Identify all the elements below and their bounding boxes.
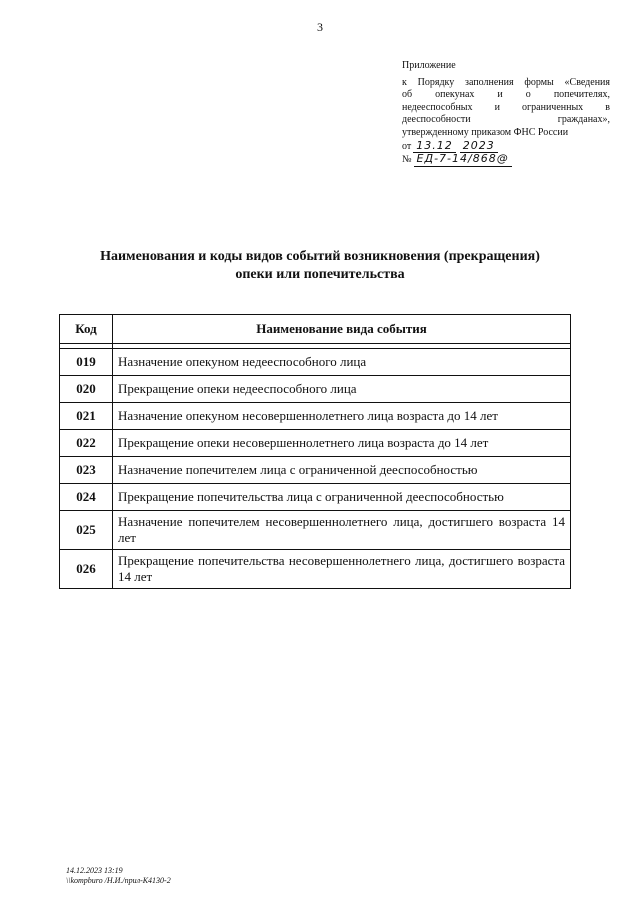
table-row — [60, 457, 571, 484]
event-name: Прекращение опеки недееспособного лица — [113, 376, 571, 403]
handwritten-year: 2023 — [460, 140, 498, 154]
appendix-title: Приложение — [402, 60, 456, 71]
table-row — [60, 376, 571, 403]
handwritten-date: 13.12 — [413, 140, 456, 154]
document-heading — [60, 248, 580, 284]
event-name: Назначение опекуном недееспособного лица — [113, 349, 571, 376]
page-number: 3 — [317, 20, 323, 34]
print-file-path: \\kompburo /Н.И./прил-К4130-2 — [66, 876, 171, 885]
event-name: Назначение опекуном несовершеннолетнего лица возраста до 14 лет — [113, 403, 571, 430]
order-number-line — [402, 153, 610, 167]
table-row — [60, 511, 571, 550]
table-row — [60, 484, 571, 511]
event-code: 021 — [60, 403, 113, 430]
event-name: Прекращение опеки несовершеннолетнего лица возраста до 14 лет — [113, 430, 571, 457]
heading-line: опеки или попечительства — [235, 267, 405, 282]
column-header-code: Код — [60, 315, 113, 344]
event-code: 023 — [60, 457, 113, 484]
print-timestamp: 14.12.2023 13:19 — [66, 866, 123, 875]
order-date-line — [402, 140, 610, 154]
event-codes-table — [59, 314, 571, 589]
date-prefix: от — [402, 140, 412, 152]
heading-line: Наименования и коды видов событий возникновения (прекращения) — [100, 249, 540, 264]
event-code: 024 — [60, 484, 113, 511]
print-footer — [66, 866, 171, 886]
event-code: 025 — [60, 511, 113, 550]
handwritten-order-number: ЕД-7-14/868@ — [414, 153, 512, 167]
appendix-line: дееспособности гражданах», — [402, 114, 610, 126]
event-name: Назначение попечителем лица с ограниченной дееспособностью — [113, 457, 571, 484]
table-row — [60, 550, 571, 589]
table-row — [60, 349, 571, 376]
table-header-row — [60, 315, 571, 344]
event-code: 026 — [60, 550, 113, 589]
appendix-line: к Порядку заполнения формы «Сведения — [402, 76, 610, 88]
column-header-name: Наименование вида события — [113, 315, 571, 344]
appendix-line: утвержденному приказом ФНС России — [402, 126, 569, 138]
table-row — [60, 403, 571, 430]
appendix-line: недееспособных и ограниченных в — [402, 101, 610, 113]
appendix-line: об опекунах и о попечителях, — [402, 89, 610, 101]
event-code: 020 — [60, 376, 113, 403]
event-code: 019 — [60, 349, 113, 376]
event-name: Прекращение попечительства несовершеннолетнего лица, достигшего возраста 14 лет — [113, 550, 571, 589]
event-code: 022 — [60, 430, 113, 457]
table-row — [60, 430, 571, 457]
event-name: Прекращение попечительства лица с ограниченной дееспособностью — [113, 484, 571, 511]
number-prefix: № — [402, 154, 412, 166]
event-name: Назначение попечителем несовершеннолетнего лица, достигшего возраста 14 лет — [113, 511, 571, 550]
appendix-block — [402, 60, 610, 167]
